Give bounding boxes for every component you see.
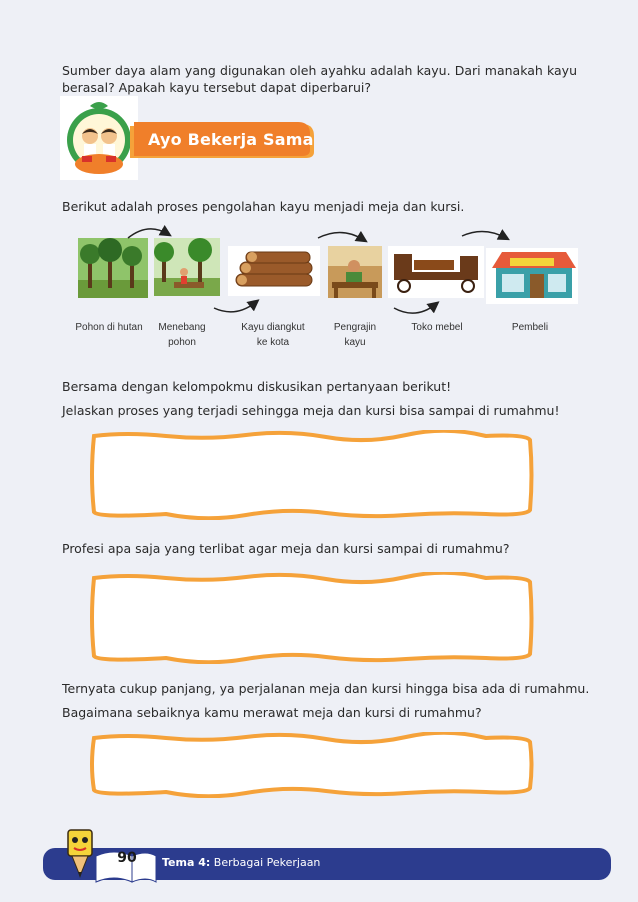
answer-box-2[interactable] bbox=[86, 572, 536, 664]
discussion-prompt: Bersama dengan kelompokmu diskusikan pertanyaan berikut! bbox=[62, 379, 452, 394]
footer-theme bbox=[162, 856, 320, 869]
page-number: 90 bbox=[117, 850, 137, 866]
step-label-craftsman: Pengrajin kayu bbox=[333, 322, 377, 348]
kids-emblem-icon bbox=[60, 96, 138, 180]
process-strip bbox=[0, 222, 638, 352]
process-intro: Berikut adalah proses pengolahan kayu menjadi meja dan kursi. bbox=[62, 199, 465, 214]
theme-title: Berbagai Pekerjaan bbox=[213, 856, 321, 869]
question-3: Bagaimana sebaiknya kamu merawat meja dan kursi di rumahmu? bbox=[62, 705, 482, 720]
answer-box-1[interactable] bbox=[86, 430, 536, 520]
section-title: Ayo Bekerja Sama bbox=[148, 130, 314, 149]
step-label-buyer: Pembeli bbox=[511, 322, 549, 333]
section-banner bbox=[130, 122, 315, 160]
step-label-transport: Kayu diangkut ke kota bbox=[241, 322, 305, 348]
answer-box-3[interactable] bbox=[86, 732, 536, 798]
reflection-note: Ternyata cukup panjang, ya perjalanan meja dan kursi hingga bisa ada di rumahmu. bbox=[62, 681, 590, 696]
step-label-forest: Pohon di hutan bbox=[75, 322, 143, 333]
theme-label: Tema 4: bbox=[162, 856, 211, 869]
mascot-book-icon bbox=[62, 826, 158, 886]
intro-paragraph: Sumber daya alam yang digunakan oleh ayahku adalah kayu. Dari manakah kayu berasal? Apakah kayu tersebut dapat diperbarui? bbox=[62, 63, 577, 95]
question-2: Profesi apa saja yang terlibat agar meja dan kursi sampai di rumahmu? bbox=[62, 541, 510, 556]
step-label-cutting: Menebang pohon bbox=[158, 322, 206, 348]
question-1: Jelaskan proses yang terjadi sehingga meja dan kursi bisa sampai di rumahmu! bbox=[62, 403, 560, 418]
step-label-store: Toko mebel bbox=[411, 322, 463, 333]
